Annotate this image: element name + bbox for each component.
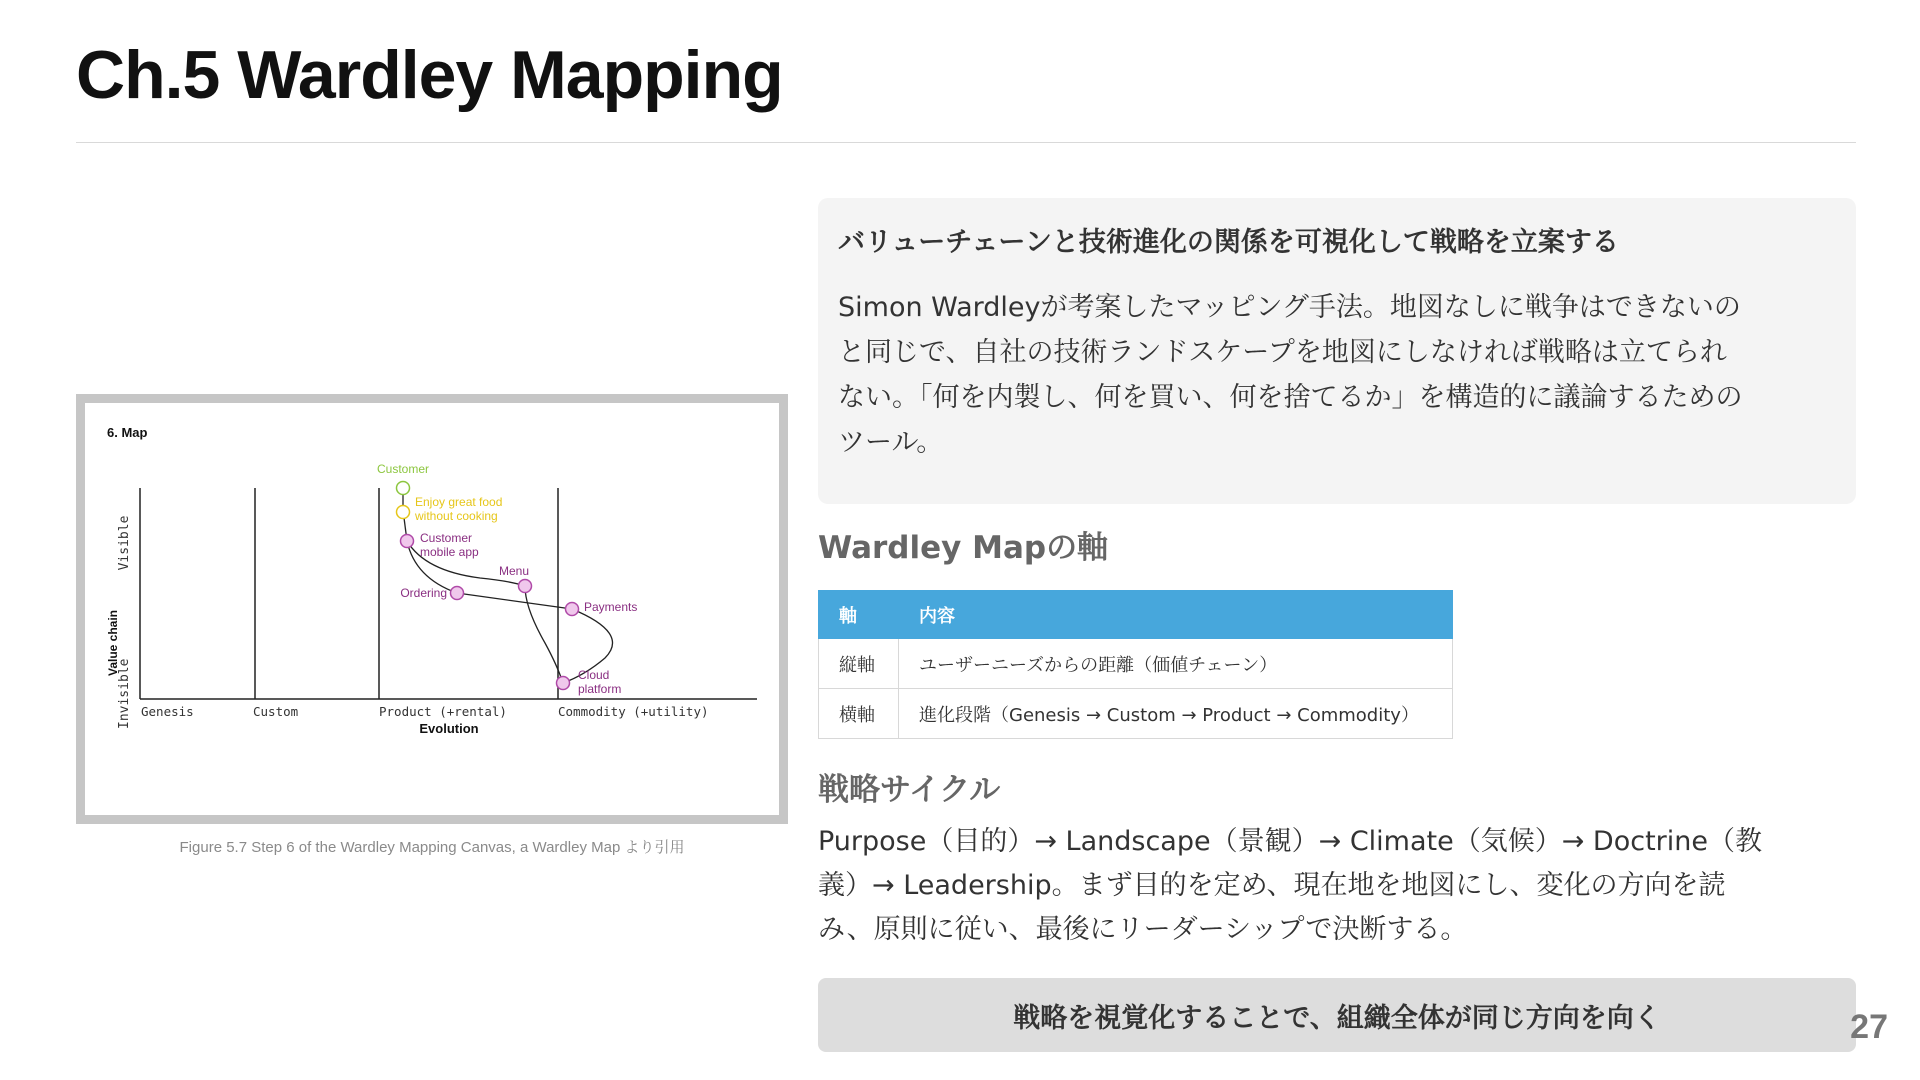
node-app-label-line1: Customer	[420, 531, 473, 545]
node-menu-label: Menu	[499, 564, 530, 578]
intro-body	[838, 285, 1836, 465]
table-row	[819, 639, 1453, 689]
intro-line: と同じで、自社の技術ランドスケープを地図にしなければ戦略は立てられ	[838, 337, 1727, 368]
wardley-map-figure	[76, 394, 788, 824]
table-header-axis: 軸	[819, 591, 899, 639]
node-cloud-label-line2: platform	[578, 682, 622, 696]
node-customer-label: Customer	[376, 462, 430, 476]
intro-heading: バリューチェーンと技術進化の関係を可視化して戦略を立案する	[838, 227, 1619, 258]
page-number: 27	[1850, 1008, 1888, 1046]
link-ordering-payments	[457, 593, 572, 609]
figure-caption: Figure 5.7 Step 6 of the Wardley Mapping Canvas, a Wardley Map より引用	[179, 839, 685, 856]
table-header-content: 内容	[899, 591, 1453, 639]
cycle-line: 義）→ Leadership。まず目的を定め、現在地を地図にし、変化の方向を読	[818, 870, 1726, 901]
cycle-line: み、原則に従い、最後にリーダーシップで決断する。	[818, 914, 1468, 945]
axes-table	[818, 590, 1453, 739]
table-row	[819, 689, 1453, 739]
node-user-need	[397, 506, 410, 519]
intro-card	[818, 198, 1856, 504]
node-customer	[397, 482, 410, 495]
wardley-map-canvas	[85, 403, 779, 815]
stage-label-custom: Custom	[253, 704, 299, 719]
cycle-heading: 戦略サイクル	[818, 772, 1001, 808]
title-divider	[76, 142, 1856, 143]
table-cell: ユーザーニーズからの距離（価値チェーン）	[899, 639, 1453, 689]
node-payments-label: Payments	[584, 600, 638, 614]
stage-label-product: Product (+rental)	[379, 704, 507, 719]
table-cell: 横軸	[819, 689, 899, 739]
x-axis-label: Evolution	[419, 721, 479, 736]
wardley-map-diagram	[85, 403, 779, 815]
intro-line: ない。「何を内製し、何を買い、何を捨てるか」を構造的に議論するための	[838, 382, 1743, 413]
intro-line: ツール。	[838, 427, 944, 458]
node-payments	[566, 603, 579, 616]
table-cell: 縦軸	[819, 639, 899, 689]
node-mobile-app	[401, 535, 414, 548]
key-message-banner	[818, 978, 1856, 1052]
y-axis-label: Value chain	[106, 609, 120, 677]
slide-title: Ch.5 Wardley Mapping	[76, 37, 783, 113]
intro-line: Simon Wardleyが考案したマッピング手法。地図なしに戦争はできないの	[838, 292, 1741, 323]
cycle-line: Purpose（目的）→ Landscape（景観）→ Climate（気候）→ Doctrine（教	[818, 826, 1762, 857]
node-ordering-label: Ordering	[400, 586, 447, 600]
node-ordering	[451, 587, 464, 600]
table-header-row	[819, 591, 1453, 639]
stage-label-genesis: Genesis	[141, 704, 194, 719]
node-need-label-line1: Enjoy great food	[415, 495, 503, 509]
table-cell: 進化段階（Genesis → Custom → Product → Commodity）	[899, 689, 1453, 739]
node-cloud-label-line1: Cloud	[578, 668, 610, 682]
node-cloud-platform	[557, 677, 570, 690]
node-menu	[519, 580, 532, 593]
axes-heading: Wardley Mapの軸	[818, 530, 1109, 566]
node-need-label-line2: without cooking	[415, 509, 498, 523]
node-app-label-line2: mobile app	[420, 545, 479, 559]
cycle-body	[818, 820, 1858, 952]
y-top-label: Visible	[117, 515, 132, 571]
y-bottom-label: Invisible	[117, 658, 132, 729]
map-heading: 6. Map	[107, 425, 148, 440]
banner-text: 戦略を視覚化することで、組織全体が同じ方向を向く	[1013, 1002, 1661, 1034]
stage-label-commodity: Commodity (+utility)	[558, 704, 709, 719]
